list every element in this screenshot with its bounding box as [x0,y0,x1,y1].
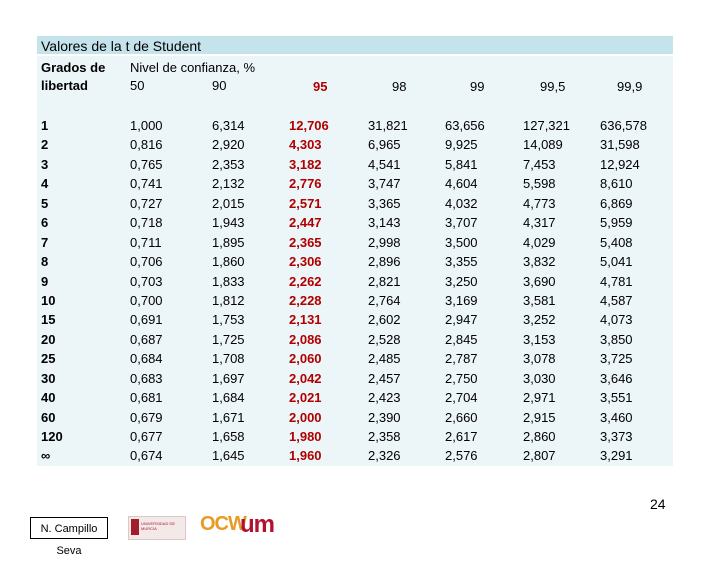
value-cell: 636,578 [600,118,647,133]
value-cell: 1,943 [212,215,245,231]
value-cell: 2,528 [368,331,401,347]
value-cell: 2,971 [523,390,556,406]
value-cell: 3,169 [445,292,478,308]
value-cell: 3,460 [600,409,633,425]
df-cell: 9 [41,273,49,289]
t-student-table [37,56,673,466]
author-label: N. Campillo Seva [30,517,108,539]
table-row [37,388,673,407]
value-cell: 5,841 [445,156,478,172]
table-row [37,116,673,135]
level-90: 90 [212,78,227,93]
df-cell: 15 [41,312,56,328]
value-cell: 2,306 [289,254,322,270]
value-cell: 2,660 [445,409,478,425]
df-header-line1: Grados de [41,60,106,75]
value-cell: 3,365 [368,195,401,211]
table-row [37,291,673,310]
level-98: 98 [392,79,407,94]
table-row [37,194,673,213]
value-cell: 2,365 [289,234,322,250]
value-cell: 3,500 [445,234,478,250]
value-cell: 1,833 [212,273,245,289]
table-row [37,272,673,291]
value-cell: 1,697 [212,370,245,386]
level-99: 99 [470,79,485,94]
table-row [37,330,673,349]
value-cell: 0,684 [130,351,163,367]
df-cell: 6 [41,215,49,231]
table-row [37,213,673,232]
df-header-line2: libertad [41,78,88,93]
value-cell: 2,896 [368,254,401,270]
value-cell: 3,355 [445,254,478,270]
value-cell: 14,089 [523,137,563,153]
value-cell: 12,706 [289,118,329,133]
value-cell: 3,078 [523,351,556,367]
value-cell: 6,965 [368,137,401,153]
value-cell: 4,303 [289,137,322,153]
value-cell: 4,032 [445,195,478,211]
value-cell: 2,787 [445,351,478,367]
value-cell: 4,604 [445,176,478,192]
table-row [37,427,673,446]
value-cell: 6,869 [600,195,633,211]
level-50: 50 [130,78,145,93]
value-cell: 1,812 [212,292,245,308]
value-cell: 1,753 [212,312,245,328]
value-cell: 2,915 [523,409,556,425]
value-cell: 8,610 [600,176,633,192]
value-cell: 3,250 [445,273,478,289]
value-cell: 1,980 [289,429,322,444]
value-cell: 0,727 [130,195,163,211]
value-cell: 1,684 [212,390,245,406]
df-cell: 20 [41,331,56,347]
value-cell: 5,041 [600,254,633,270]
university-logo-text: UNIVERSIDAD DE MURCIA [141,521,176,531]
confidence-header: Nivel de confianza, % [130,60,256,75]
value-cell: 0,741 [130,176,163,192]
value-cell: 0,683 [130,370,163,386]
value-cell: 2,602 [368,312,401,328]
value-cell: 3,646 [600,370,633,386]
df-cell: 25 [41,351,56,367]
value-cell: 2,262 [289,273,322,289]
value-cell: 7,453 [523,156,556,172]
value-cell: 2,015 [212,195,245,211]
value-cell: 31,598 [600,137,640,153]
df-cell: ∞ [41,448,51,464]
value-cell: 3,153 [523,331,556,347]
value-cell: 2,576 [445,448,478,464]
value-cell: 2,485 [368,351,401,367]
df-cell: 5 [41,195,49,211]
df-cell: 1 [41,118,49,133]
value-cell: 2,920 [212,137,245,153]
value-cell: 2,617 [445,429,478,444]
value-cell: 3,581 [523,292,556,308]
table-row [37,174,673,193]
value-cell: 4,781 [600,273,633,289]
value-cell: 3,707 [445,215,478,231]
value-cell: 6,314 [212,118,245,133]
value-cell: 2,228 [289,292,322,308]
value-cell: 2,807 [523,448,556,464]
df-cell: 4 [41,176,49,192]
value-cell: 0,687 [130,331,163,347]
value-cell: 9,925 [445,137,478,153]
university-mark-icon [131,519,139,535]
value-cell: 5,959 [600,215,633,231]
ocw-logo: OCW [200,513,246,535]
df-cell: 7 [41,234,49,250]
value-cell: 63,656 [445,118,485,133]
value-cell: 4,029 [523,234,556,250]
value-cell: 1,000 [130,118,163,133]
value-cell: 0,679 [130,409,163,425]
df-cell: 2 [41,137,49,153]
value-cell: 2,131 [289,312,322,328]
df-cell: 30 [41,370,56,386]
value-cell: 3,030 [523,370,556,386]
value-cell: 5,408 [600,234,633,250]
value-cell: 0,706 [130,254,163,270]
value-cell: 2,000 [289,409,322,425]
value-cell: 3,252 [523,312,556,328]
value-cell: 2,764 [368,292,401,308]
value-cell: 2,704 [445,390,478,406]
value-cell: 3,551 [600,390,633,406]
value-cell: 3,725 [600,351,633,367]
value-cell: 12,924 [600,156,640,172]
value-cell: 2,390 [368,409,401,425]
value-cell: 4,773 [523,195,556,211]
value-cell: 3,832 [523,254,556,270]
value-cell: 1,960 [289,448,322,464]
value-cell: 5,598 [523,176,556,192]
table-row [37,155,673,174]
value-cell: 1,860 [212,254,245,270]
table-row [37,252,673,271]
value-cell: 2,042 [289,370,322,386]
df-cell: 120 [41,429,63,444]
value-cell: 1,645 [212,448,245,464]
value-cell: 3,291 [600,448,633,464]
table-title: Valores de la t de Student [37,36,673,54]
value-cell: 0,765 [130,156,163,172]
df-cell: 8 [41,254,49,270]
value-cell: 2,132 [212,176,245,192]
value-cell: 0,711 [130,234,162,250]
table-row [37,310,673,329]
value-cell: 2,860 [523,429,556,444]
value-cell: 0,703 [130,273,163,289]
table-row [37,135,673,154]
value-cell: 2,358 [368,429,401,444]
value-cell: 1,895 [212,234,245,250]
table-row [37,408,673,427]
value-cell: 2,447 [289,215,322,231]
value-cell: 2,353 [212,156,245,172]
df-cell: 3 [41,156,49,172]
value-cell: 4,587 [600,292,633,308]
df-cell: 10 [41,292,56,308]
value-cell: 2,457 [368,370,401,386]
value-cell: 1,725 [212,331,245,347]
value-cell: 3,143 [368,215,401,231]
table-row [37,349,673,368]
value-cell: 2,060 [289,351,322,367]
page-number: 24 [650,496,666,512]
value-cell: 2,750 [445,370,478,386]
value-cell: 0,677 [130,429,163,444]
value-cell: 1,671 [212,409,245,425]
value-cell: 31,821 [368,118,408,133]
level-99-9: 99,9 [617,79,643,94]
value-cell: 2,947 [445,312,478,328]
table-header [37,56,673,100]
value-cell: 2,021 [289,390,322,406]
level-95: 95 [313,79,328,94]
value-cell: 2,998 [368,234,401,250]
value-cell: 0,718 [130,215,163,231]
value-cell: 2,326 [368,448,401,464]
value-cell: 2,423 [368,390,401,406]
value-cell: 1,708 [212,351,245,367]
value-cell: 3,373 [600,429,633,444]
table-body [37,116,673,466]
value-cell: 4,073 [600,312,633,328]
value-cell: 3,182 [289,156,322,172]
um-logo: um [240,511,274,538]
df-cell: 60 [41,409,56,425]
value-cell: 2,571 [289,195,322,211]
value-cell: 127,321 [523,118,570,133]
value-cell: 4,317 [523,215,556,231]
value-cell: 0,674 [130,448,163,464]
value-cell: 0,691 [130,312,163,328]
value-cell: 2,776 [289,176,322,192]
value-cell: 1,658 [212,429,245,444]
table-row [37,369,673,388]
value-cell: 0,681 [130,390,163,406]
value-cell: 3,690 [523,273,556,289]
value-cell: 3,747 [368,176,401,192]
value-cell: 2,845 [445,331,478,347]
table-row [37,446,673,465]
value-cell: 2,821 [368,273,401,289]
table-row [37,233,673,252]
value-cell: 4,541 [368,156,401,172]
level-99-5: 99,5 [540,79,566,94]
university-logo [128,516,186,540]
value-cell: 2,086 [289,331,322,347]
value-cell: 0,816 [130,137,163,153]
value-cell: 0,700 [130,292,163,308]
value-cell: 3,850 [600,331,633,347]
df-cell: 40 [41,390,56,406]
